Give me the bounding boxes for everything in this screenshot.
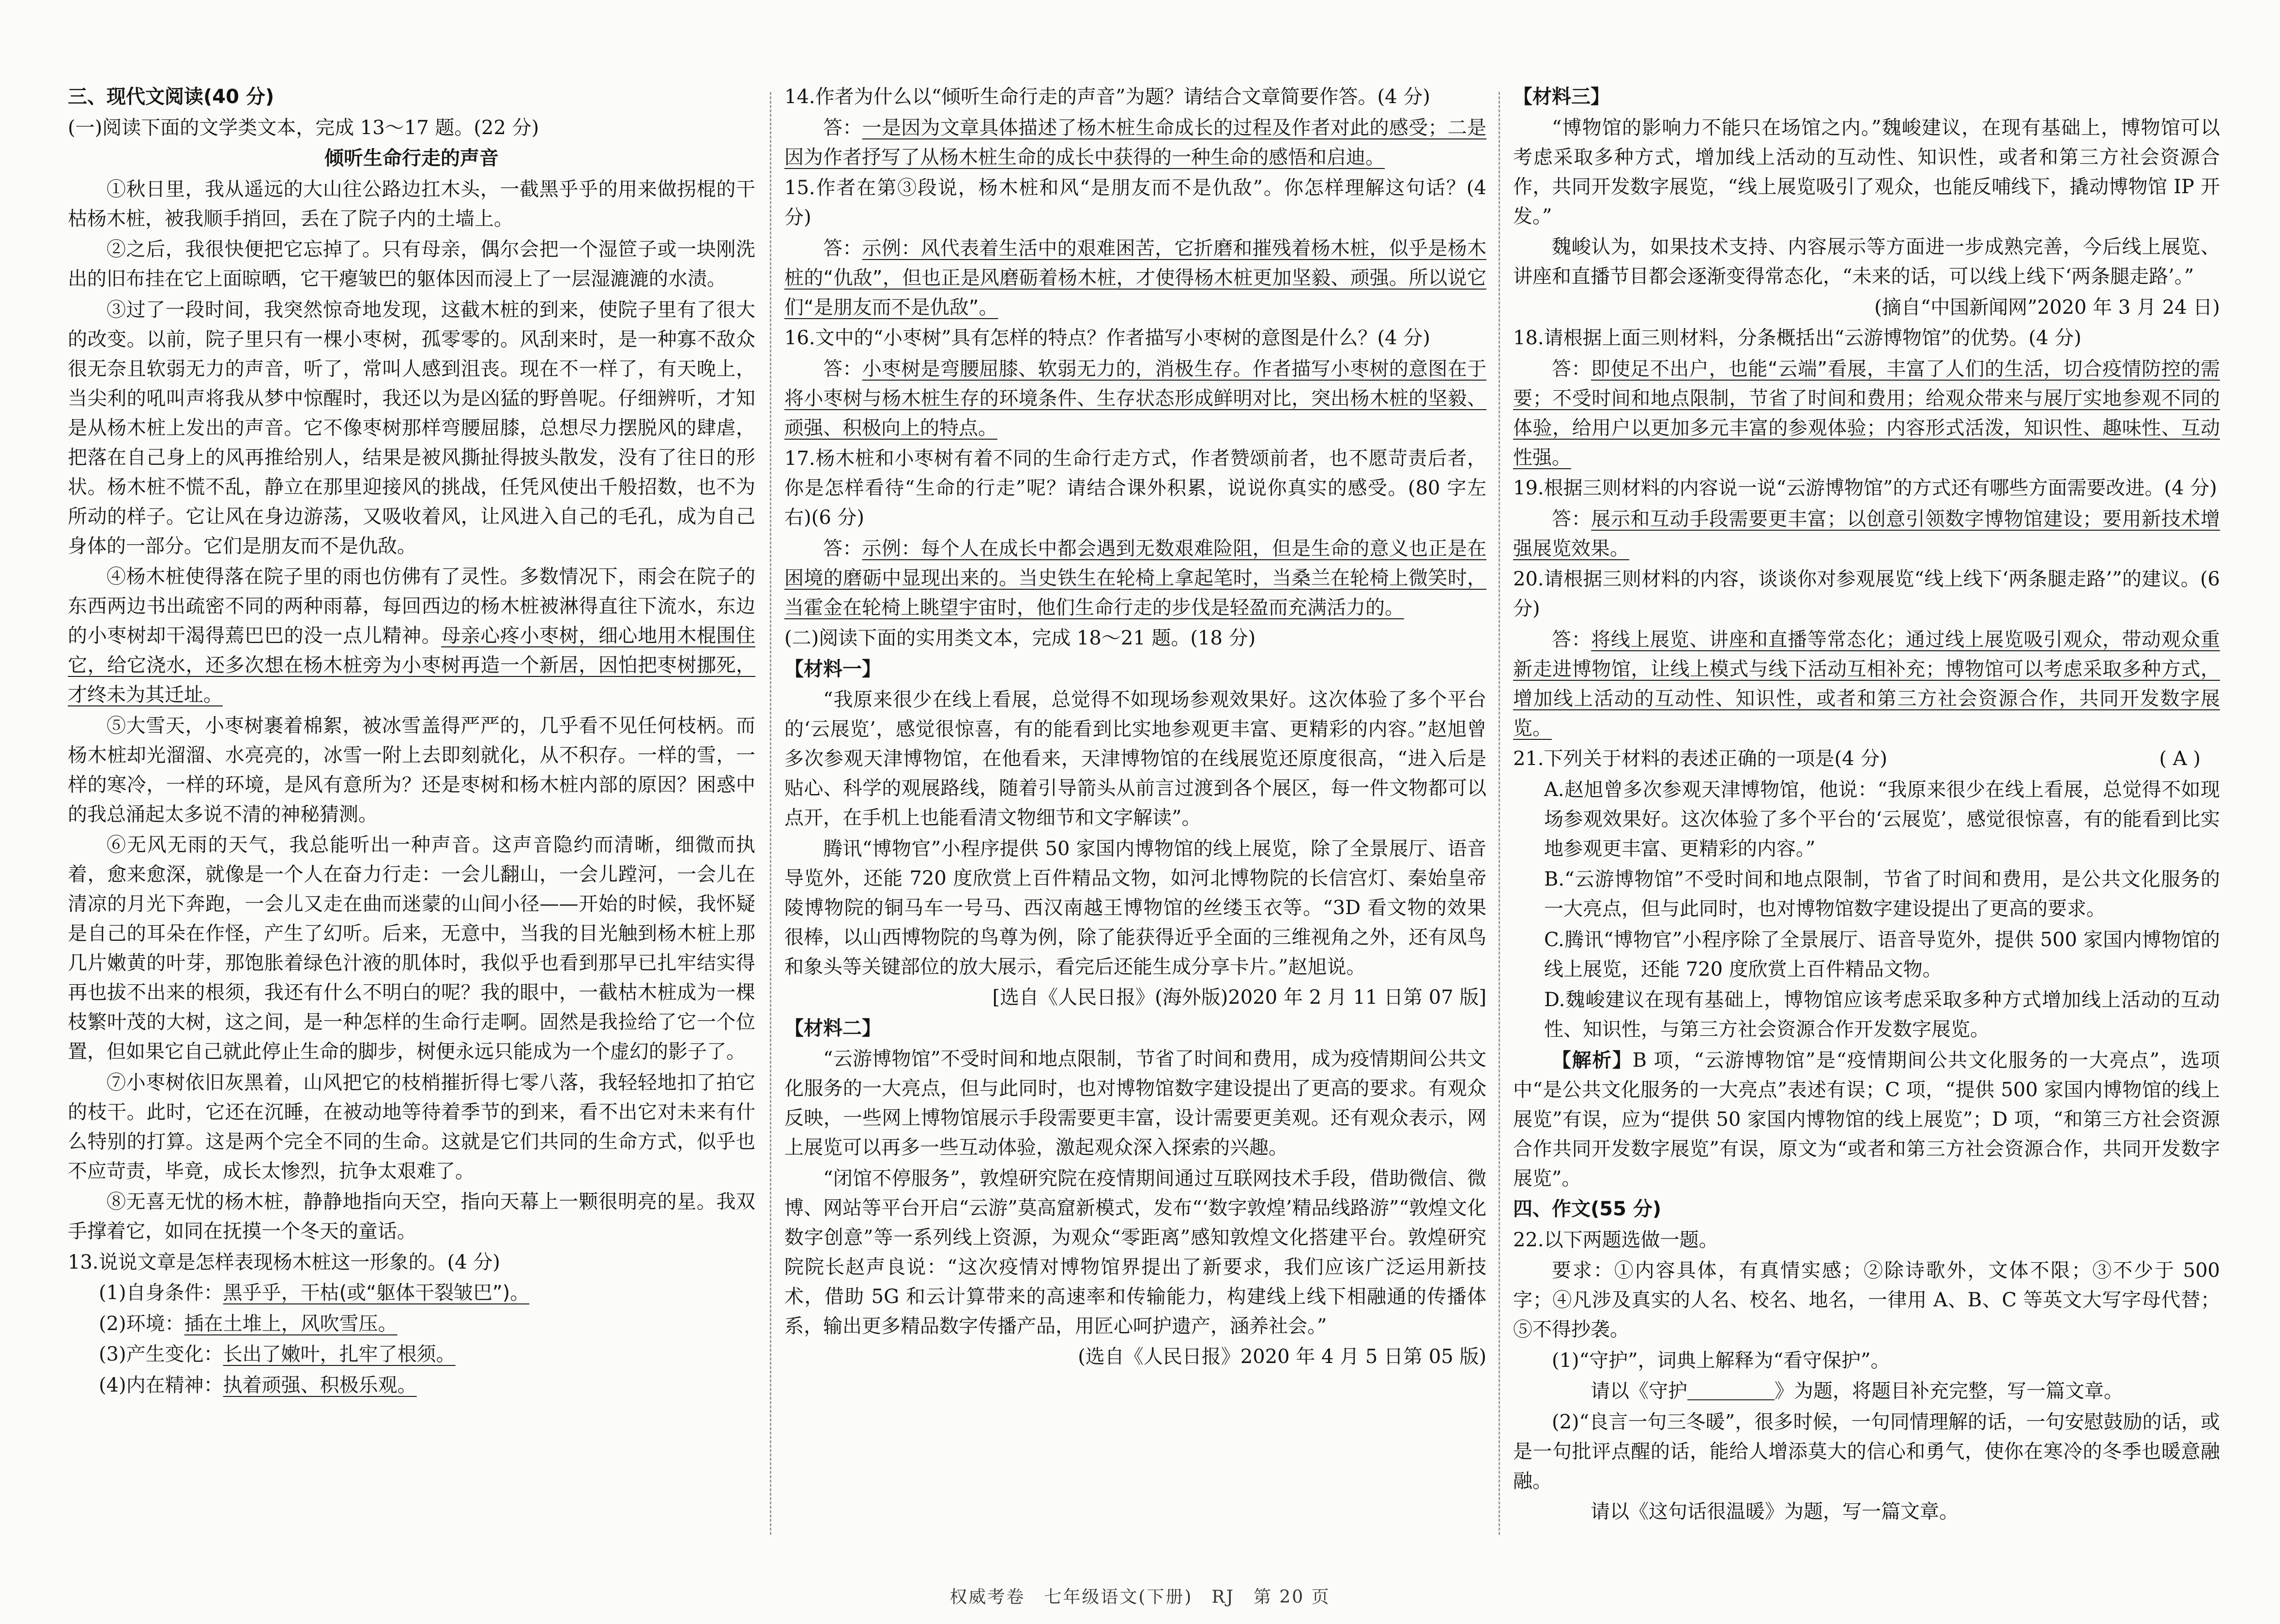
prompt-text: 》为题，将题目补充完整，写一篇文章。 <box>1775 1380 2123 1402</box>
question-18: 18.请根据上面三则材料，分条概括出“云游博物馆”的优势。(4 分) <box>1513 327 2081 349</box>
answer-label: 答： <box>823 537 862 560</box>
underlined-sentence: 母亲心疼小枣树，细心地用木棍围住它，给它浇水，还多次想在杨木桩旁为小枣树再造一个新居，因怕把枣树挪死，才终未为其迁址。 <box>68 625 756 706</box>
section-heading: 四、作文(55 分) <box>1513 1198 1662 1220</box>
source-citation: (摘自“中国新闻网”2020 年 3 月 24 日) <box>1874 296 2220 319</box>
choice-option: C.腾讯“博物官”小程序除了全景展厅、语音导览外，提供 500 家国内博物馆的线上展览，还能 720 度欣赏上百件精品文物。 <box>1544 928 2220 981</box>
source-citation: [选自《人民日报》(海外版)2020 年 2 月 11 日第 07 版] <box>992 986 1486 1009</box>
prompt-2: (2)“良言一句三冬暖”，很多时候，一句同情理解的话，一句安慰鼓励的话，或是一句批评点醒的话，能给人增添莫大的信心和勇气，使你在寒冷的冬季也暖意融融。 <box>1513 1410 2220 1492</box>
answer-14 <box>784 113 1486 172</box>
column-divider <box>1499 92 1500 1535</box>
paragraph: ⑧无喜无忧的杨木桩，静静地指向天空，指向天幕上一颗很明亮的星。我双手撑着它，如同在抚摸一个冬天的童话。 <box>68 1191 755 1242</box>
paragraph: ③过了一段时间，我突然惊奇地发现，这截木桩的到来，使院子里有了很大的改变。以前，院子里只有一棵小枣树，孤零零的。风刮来时，是一种寡不敌众很无奈且软弱无力的声音，听了，常叫人感到沮丧。现在不一样了，有天晚上，当尖利的吼叫声将我从梦中惊醒时，我还以为是凶猛的野兽呢。仔细辨听，才知是从杨木桩上发出的声音。它不像枣树那样弯腰屈膝，总想尽力摆脱风的肆虐，把落在自己身上的风再推给别人，结果是被风撕扯得披头散发，没有了往日的形状。杨木桩不慌不乱，静立在那里迎接风的挑战，任凭风使出千般招数，也不为所动的样子。它让风在身边游荡，又吸收着风，让风进入自己的毛孔，成为自己身体的一部分。它们是朋友而不是仇敌。 <box>68 298 755 557</box>
question-21 <box>1513 744 2220 774</box>
essay-title: 倾听生命行走的声音 <box>324 147 499 169</box>
analysis-label: 【解析】 <box>1552 1049 1633 1072</box>
question-13-answers <box>68 1278 755 1400</box>
prompt-2-instruction: 请以《这句话很温暖》为题，写一篇文章。 <box>1591 1501 1959 1523</box>
prompt-1-instruction <box>1513 1377 2220 1406</box>
paragraph: ⑥无风无雨的天气，我总能听出一种声音。这声音隐约而清晰，细微而执着，愈来愈深，就像是一个人在奋力行走：一会儿翻山，一会儿蹚河，一会儿在清凉的月光下奔跑，一会儿又走在曲而迷蒙的山间小径——开始的时候，我怀疑是自己的耳朵在作怪，产生了幻听。后来，无意中，当我的目光触到杨木桩上那几片嫩黄的叶芽，那饱胀着绿色汁液的肌体时，我似乎也看到那早已扎牢结实得再也拔不出来的根须，我还有什么不明白的呢？我的眼中，一截枯木桩成为一棵枝繁叶茂的大树，这之间，是一种怎样的生命行走啊。固然是我捡给了它一个位置，但如果它自己就此停止生命的脚步，树便永远只能成为一个虚幻的影子了。 <box>68 834 755 1063</box>
part-intro: (一)阅读下面的文学类文本，完成 13～17 题。(22 分) <box>68 116 539 139</box>
column-middle <box>784 82 1493 1373</box>
question-21-options <box>1513 775 2220 1045</box>
answer-label: 答： <box>1552 507 1591 530</box>
answer-label: 答： <box>823 357 862 380</box>
material-2-title: 【材料二】 <box>784 1017 881 1040</box>
question-13: 13.说说文章是怎样表现杨木桩这一形象的。(4 分) <box>68 1251 500 1273</box>
part-intro: (二)阅读下面的实用类文本，完成 18～21 题。(18 分) <box>784 627 1256 649</box>
column-left <box>68 82 755 1401</box>
fill-in-blank <box>1687 1380 1775 1400</box>
analysis-text: B 项，“云游博物馆”是“疫情期间公共文化服务的一大亮点”，选项中“是公共文化服务的一大亮点”表述有误；C 项，“提供 500 家国内博物馆的线上展览”有误，应为“提供 50 家国内博物馆的线上展览”；D 项，“和第三方社会资源合作共同开发数字展览”有误，原文为“或者和第三方社会资源合作，共同开发数字展览”。 <box>1513 1049 2220 1190</box>
answer-13-item <box>68 1371 755 1400</box>
paragraph: ②之后，我很快便把它忘掉了。只有母亲，偶尔会把一个湿笸子或一块刚洗出的旧布挂在它上面晾晒，它干瘪皱巴的躯体因而浸上了一层湿漉漉的水渍。 <box>68 238 755 290</box>
answer-20 <box>1513 625 2220 743</box>
paragraph: “博物馆的影响力不能只在场馆之内。”魏峻建议，在现有基础上，博物馆可以考虑采取多种方式，增加线上活动的互动性、知识性，或者和第三方社会资源合作，共同开发数字展览，“线上展览吸引了观众，也能反哺线下，撬动博物馆 IP 开发。” <box>1513 116 2220 228</box>
question-21-text: 21.下列关于材料的表述正确的一项是(4 分) <box>1513 748 1887 770</box>
prompt-1: (1)“守护”，词典上解释为“看守保护”。 <box>1552 1349 1890 1372</box>
paragraph: “我原来很少在线上看展，总觉得不如现场参观效果好。这次体验了多个平台的‘云展览’，感觉很惊喜，有的能看到比实地参观更丰富、更精彩的内容。”赵旭曾多次参观天津博物馆，在他看来，天津博物馆的在线展览还原度很高，“进入后是贴心、科学的观展路线，随着引导箭头从前言过渡到各个展区，每一件文物都可以点开，在手机上也能看清文物细节和文字解读”。 <box>784 689 1486 829</box>
answer-17 <box>784 534 1486 623</box>
answer-label: 答： <box>823 116 862 139</box>
answer-text: 即使足不出户，也能“云端”看展，丰富了人们的生活，切合疫情防控的需要；不受时间和地点限制，节省了时间和费用；给观众带来与展厅实地参观不同的体验，给用户以更加多元丰富的参观体验；内容形式活泼，知识性、趣味性、互动性强。 <box>1513 357 2220 469</box>
section-heading: 三、现代文阅读(40 分) <box>68 86 275 108</box>
question-20: 20.请根据三则材料的内容，谈谈你对参观展览“线上线下‘两条腿走路’”的建议。(6 分) <box>1513 568 2226 620</box>
answer-text: 将线上展览、讲座和直播等常态化；通过线上展览吸引观众，带动观众重新走进博物馆，让线上模式与线下活动互相补充；博物馆可以考虑采取多种方式，增加线上活动的互动性、知识性，或者和第三方社会资源合作，共同开发数字展览。 <box>1513 628 2220 739</box>
question-21-answer: ( A ) <box>2159 748 2201 770</box>
question-16: 16.文中的“小枣树”具有怎样的特点？作者描写小枣树的意图是什么？(4 分) <box>784 327 1430 349</box>
paragraph: 魏峻认为，如果技术支持、内容展示等方面进一步成熟完善，今后线上展览、讲座和直播节目都会逐渐变得常态化，“未来的话，可以线上线下‘两条腿走路’。” <box>1513 236 2220 288</box>
paragraph <box>68 562 755 710</box>
answer-label: 答： <box>823 237 862 260</box>
material-3-title: 【材料三】 <box>1513 86 1610 108</box>
column-right <box>1513 82 2226 1528</box>
answer-item-label: (1)自身条件： <box>99 1282 223 1304</box>
question-19: 19.根据三则材料的内容说一说“云游博物馆”的方式还有哪些方面需要改进。(4 分) <box>1513 477 2217 499</box>
answer-label: 答： <box>1552 357 1591 380</box>
analysis <box>1513 1046 2220 1194</box>
question-14: 14.作者为什么以“倾听生命行走的声音”为题？请结合文章简要作答。(4 分) <box>784 86 1430 108</box>
answer-item-text: 执着顽强、积极乐观。 <box>223 1374 417 1396</box>
source-citation: (选自《人民日报》2020 年 4 月 5 日第 05 版) <box>1078 1346 1486 1368</box>
answer-item-text: 长出了嫩叶，扎牢了根须。 <box>223 1343 456 1365</box>
answer-text: 小枣树是弯腰屈膝、软弱无力的，消极生存。作者描写小枣树的意图在于将小枣树与杨木桩生存的环境条件、生存状态形成鲜明对比，突出杨木桩的坚毅、顽强、积极向上的特点。 <box>784 357 1487 439</box>
choice-option: D.魏峻建议在现有基础上，博物馆应该考虑采取多种方式增加线上活动的互动性、知识性，与第三方社会资源合作开发数字展览。 <box>1544 989 2220 1041</box>
page-footer: 权威考卷 七年级语文(下册) RJ 第 20 页 <box>949 1587 1331 1607</box>
column-divider <box>770 92 771 1535</box>
answer-item-label: (3)产生变化： <box>99 1343 223 1365</box>
choice-option: B.“云游博物馆”不受时间和地点限制，节省了时间和费用，是公共文化服务的一大亮点，但与此同时，也对博物馆数字建设提出了更高的要求。 <box>1544 868 2220 920</box>
answer-15 <box>784 234 1486 322</box>
answer-item-text: 黑乎乎，干枯(或“躯体干裂皱巴”)。 <box>223 1282 530 1304</box>
question-17: 17.杨木桩和小枣树有着不同的生命行走方式，作者赞颂前者，也不愿苛责后者，你是怎样看待“生命的行走”呢？请结合课外积累，说说你真实的感受。(80 字左右)(6 分) <box>784 447 1486 529</box>
answer-18 <box>1513 354 2220 473</box>
answer-label: 答： <box>1552 628 1591 651</box>
material-1-title: 【材料一】 <box>784 658 881 680</box>
answer-item-label: (4)内在精神： <box>99 1374 223 1396</box>
paragraph-text: ④杨木桩使得落在院子里的雨也仿佛有了灵性。多数情况下，雨会在院子的东西两边书出疏密不同的两种雨幕，每回西边的杨木桩被淋得直往下流水，东边的小枣树却干渴得蔫巴巴的没一点儿精神。 <box>68 566 755 647</box>
paragraph: ⑤大雪天，小枣树裹着棉絮，被冰雪盖得严严的，几乎看不见任何枝柄。而杨木桩却光溜溜、水亮亮的，冰雪一附上去即刻就化，从不积存。一样的雪，一样的寒冷，一样的环境，是风有意所为？还是枣树和杨木桩内部的原因？困惑中的我总涌起太多说不清的神秘猜测。 <box>68 714 755 826</box>
requirements: 要求：①内容具体，有真情实感；②除诗歌外，文体不限；③不少于 500 字；④凡涉及真实的人名、校名、地名，一律用 A、B、C 等英文大写字母代替；⑤不得抄袭。 <box>1513 1259 2226 1341</box>
answer-text: 示例：每个人在成长中都会遇到无数艰难险阻，但是生命的意义也正是在困境的磨砺中显现出来的。当史铁生在轮椅上拿起笔时，当桑兰在轮椅上微笑时，当霍金在轮椅上眺望宇宙时，他们生命行走的步伐是轻盈而充满活力的。 <box>784 537 1487 619</box>
answer-item-label: (2)环境： <box>99 1312 184 1335</box>
answer-16 <box>784 354 1486 443</box>
choice-option: A.赵旭曾多次参观天津博物馆，他说：“我原来很少在线上看展，总觉得不如现场参观效果好。这次体验了多个平台的‘云展览’，感觉很惊喜，有的能看到比实地参观更丰富、更精彩的内容。” <box>1544 778 2220 860</box>
answer-13-item <box>68 1278 755 1308</box>
paragraph: 腾讯“博物官”小程序提供 50 家国内博物馆的线上展览，除了全景展厅、语音导览外，还能 720 度欣赏上百件精品文物，如河北博物院的长信宫灯、秦始皇帝陵博物院的铜马车一号马、西汉南越王博物馆的丝缕玉衣等。“3D 看文物的效果很棒，以山西博物院的鸟尊为例，除了能获得近乎全面的三维视角之外，还有凤鸟和象头等关键部位的放大展示，看完后还能生成分享卡片。”赵旭说。 <box>784 837 1486 978</box>
question-22: 22.以下两题选做一题。 <box>1513 1228 1718 1251</box>
answer-text: 一是因为文章具体描述了杨木桩生命成长的过程及作者对此的感受；二是因为作者抒写了从杨木桩生命的成长中获得的一种生命的感悟和启迪。 <box>784 116 1487 169</box>
paragraph: “闭馆不停服务”，敦煌研究院在疫情期间通过互联网技术手段，借助微信、微博、网站等平台开启“云游”莫高窟新模式，发布“‘数字敦煌’精品线路游”“敦煌文化数字创意”等一系列线上资源，为观众“零距离”感知敦煌文化搭建平台。敦煌研究院院长赵声良说：“这次疫情对博物馆界提出了新要求，我们应该广泛运用新技术，借助 5G 和云计算带来的高速率和传输能力，构建线上线下相融通的传播体系，输出更多精品数字传播产品，用匠心呵护遗产，涵养社会。” <box>784 1167 1486 1337</box>
answer-item-text: 插在土堆上，风吹雪压。 <box>184 1312 398 1335</box>
answer-text: 展示和互动手段需要更丰富；以创意引领数字博物馆建设；要用新技术增强展览效果。 <box>1513 507 2220 560</box>
prompt-text: 请以《守护 <box>1591 1380 1687 1402</box>
answer-text: 示例：风代表着生活中的艰难困苦，它折磨和摧残着杨木桩，似乎是杨木桩的“仇敌”，但也正是风磨砺着杨木桩，才使得杨木桩更加坚毅、顽强。所以说它们“是朋友而不是仇敌”。 <box>784 237 1487 319</box>
paragraph: ⑦小枣树依旧灰黑着，山风把它的枝梢摧折得七零八落，我轻轻地扣了拍它的枝干。此时，它还在沉睡，在被动地等待着季节的到来，看不出它对未来有什么特别的打算。这是两个完全不同的生命。这就是它们共同的生命方式，似乎也不应苛责，毕竟，成长太惨烈，抗争太艰难了。 <box>68 1071 755 1182</box>
answer-13-item <box>68 1340 755 1369</box>
paragraph: ①秋日里，我从遥远的大山往公路边扛木头，一截黑乎乎的用来做拐棍的干枯杨木桩，被我顺手捎回，丢在了院子内的土墙上。 <box>68 178 755 230</box>
paragraph: “云游博物馆”不受时间和地点限制，节省了时间和费用，成为疫情期间公共文化服务的一大亮点，但与此同时，也对博物馆数字建设提出了更高的要求。有观众反映，一些网上博物馆展示手段需要更丰富，设计需要更美观。还有观众表示，网上展览可以再多一些互动体验，激起观众深入探索的兴趣。 <box>784 1048 1486 1159</box>
question-15: 15.作者在第③段说，杨木桩和风“是朋友而不是仇敌”。你怎样理解这句话？(4 分) <box>784 177 1493 229</box>
answer-19 <box>1513 505 2220 564</box>
answer-13-item <box>68 1309 755 1339</box>
